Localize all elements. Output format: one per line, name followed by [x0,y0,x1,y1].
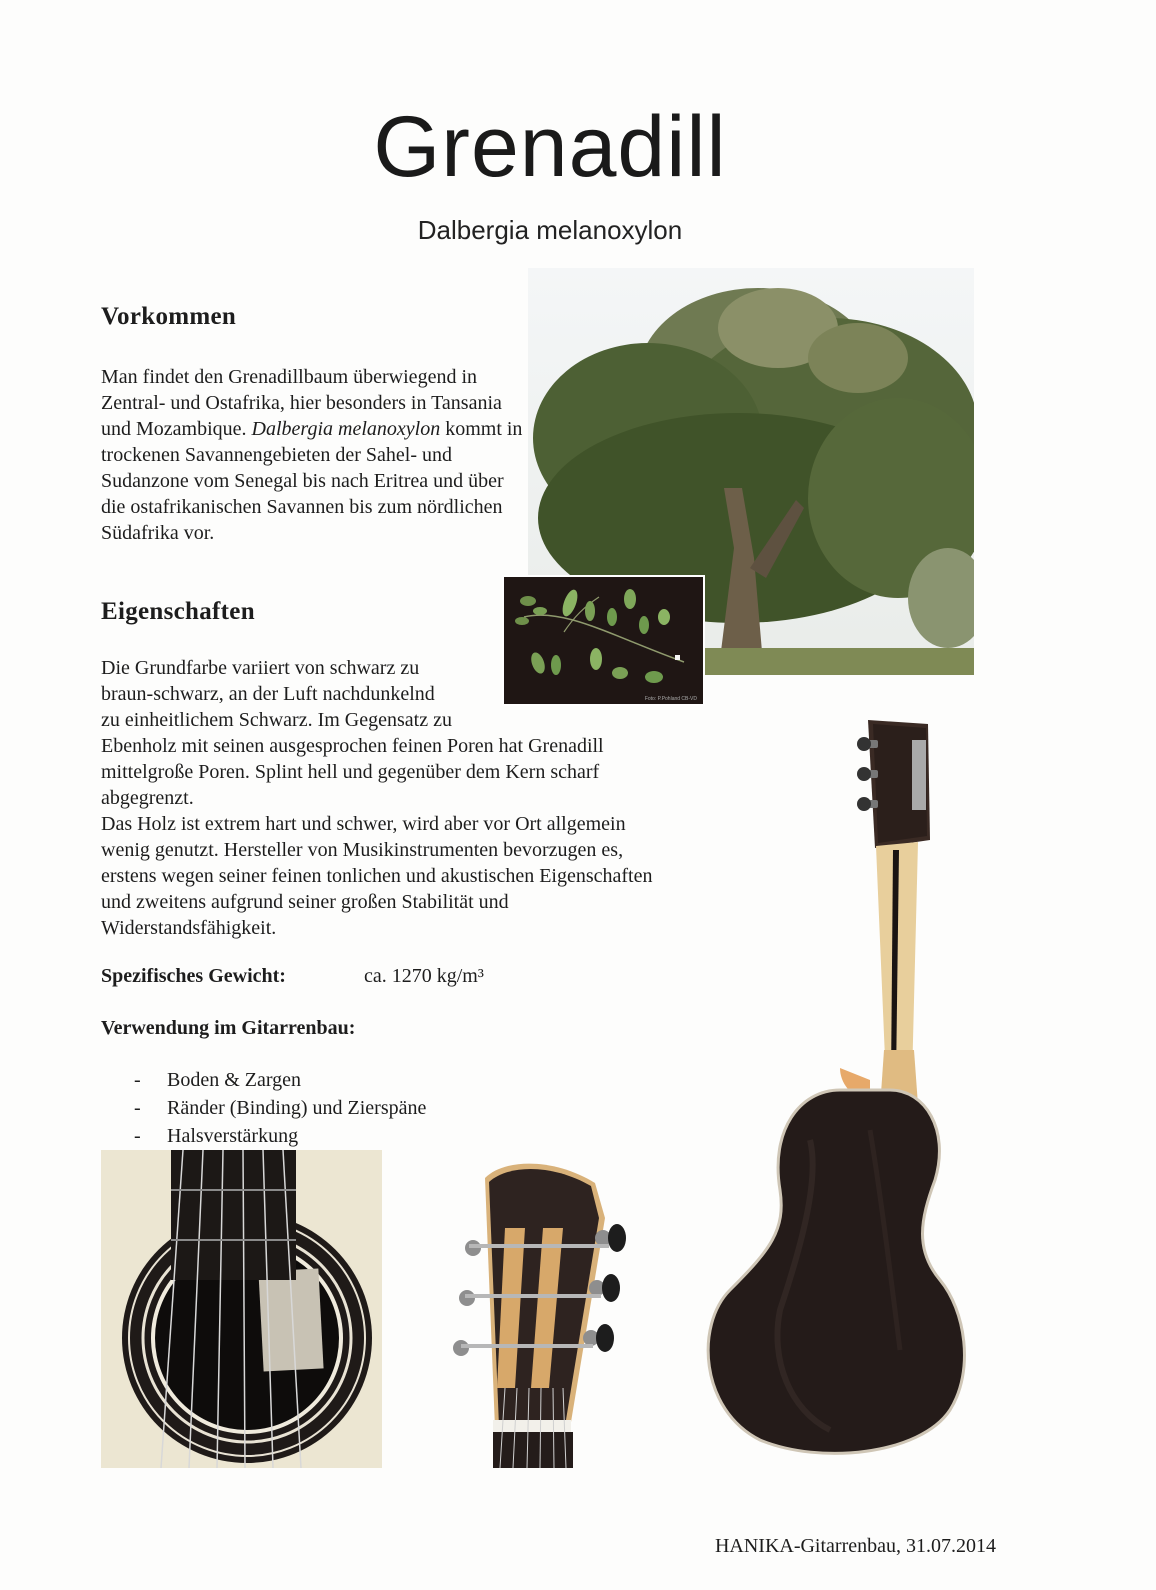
vorkommen-text-part-2: kommt in trockenen Savannengebieten der Sahel- und Sudanzone vom Senegal bis nach Eritrea und über die ostafrikanischen Savannen bis zum nördlichen Südafrika vor. [101,418,523,544]
page-subtitle: Dalbergia melanoxylon [417,215,683,245]
list-item [101,1122,426,1150]
headstock-photo [445,1158,635,1468]
gewicht-label: Spezifisches Gewicht: [101,965,286,987]
list-item [101,1066,426,1094]
footer-note: HANIKA-Gitarrenbau, 31.07.2014 [714,1535,996,1557]
eigenschaften-paragraph-rest: Ebenholz mit seinen ausgesprochen feinen Poren hat Grenadill mittelgroße Poren. Splint hell und gegenüber dem Kern scharf abgegrenzt. [101,735,604,809]
text-eigenschaften [101,655,691,941]
photo-credit: Foto: P.Pohland CB-VD [644,696,697,702]
vorkommen-text-part-1: Man findet den Grenadillbaum überwiegend in Zentral- und Ostafrika, hier besonders in Tansania und Mozambique. [101,366,502,440]
heading-eigenschaften: Eigenschaften [101,598,255,625]
list-item-text: Boden & Zargen [167,1069,302,1091]
heading-vorkommen: Vorkommen [101,303,237,330]
list-dash: - [134,1125,141,1147]
list-dash: - [134,1069,141,1091]
gewicht-value: ca. 1270 kg/m³ [364,965,484,987]
verwendung-label: Verwendung im Gitarrenbau: [101,1017,356,1039]
page-title: Grenadill [373,99,727,195]
eigenschaften-line-2: braun-schwarz, an der Luft nachdunkelnd [101,683,435,705]
verwendung-list [101,1066,426,1150]
list-dash: - [134,1097,141,1119]
guitar-back-photo [690,710,970,1455]
vorkommen-species-italic: Dalbergia melanoxylon [251,418,441,440]
eigenschaften-paragraph-2: Das Holz ist extrem hart und schwer, wird aber vor Ort allgemein wenig genutzt. Hersteller von Musikinstrumenten bevorzugen es, erstens wegen seiner feinen tonlichen und akustischen Eigenschaften und zweitens aufgrund seiner großen Stabilität und Widerstandsfähigkeit. [101,813,653,939]
list-item-text: Ränder (Binding) und Zierspäne [167,1097,427,1119]
list-item-text: Halsverstärkung [167,1125,299,1147]
eigenschaften-line-1: Die Grundfarbe variiert von schwarz zu [101,657,420,679]
soundhole-photo [101,1150,382,1468]
eigenschaften-line-3: zu einheitlichem Schwarz. Im Gegensatz zu [101,709,452,731]
list-item [101,1094,426,1122]
text-vorkommen [101,364,526,546]
